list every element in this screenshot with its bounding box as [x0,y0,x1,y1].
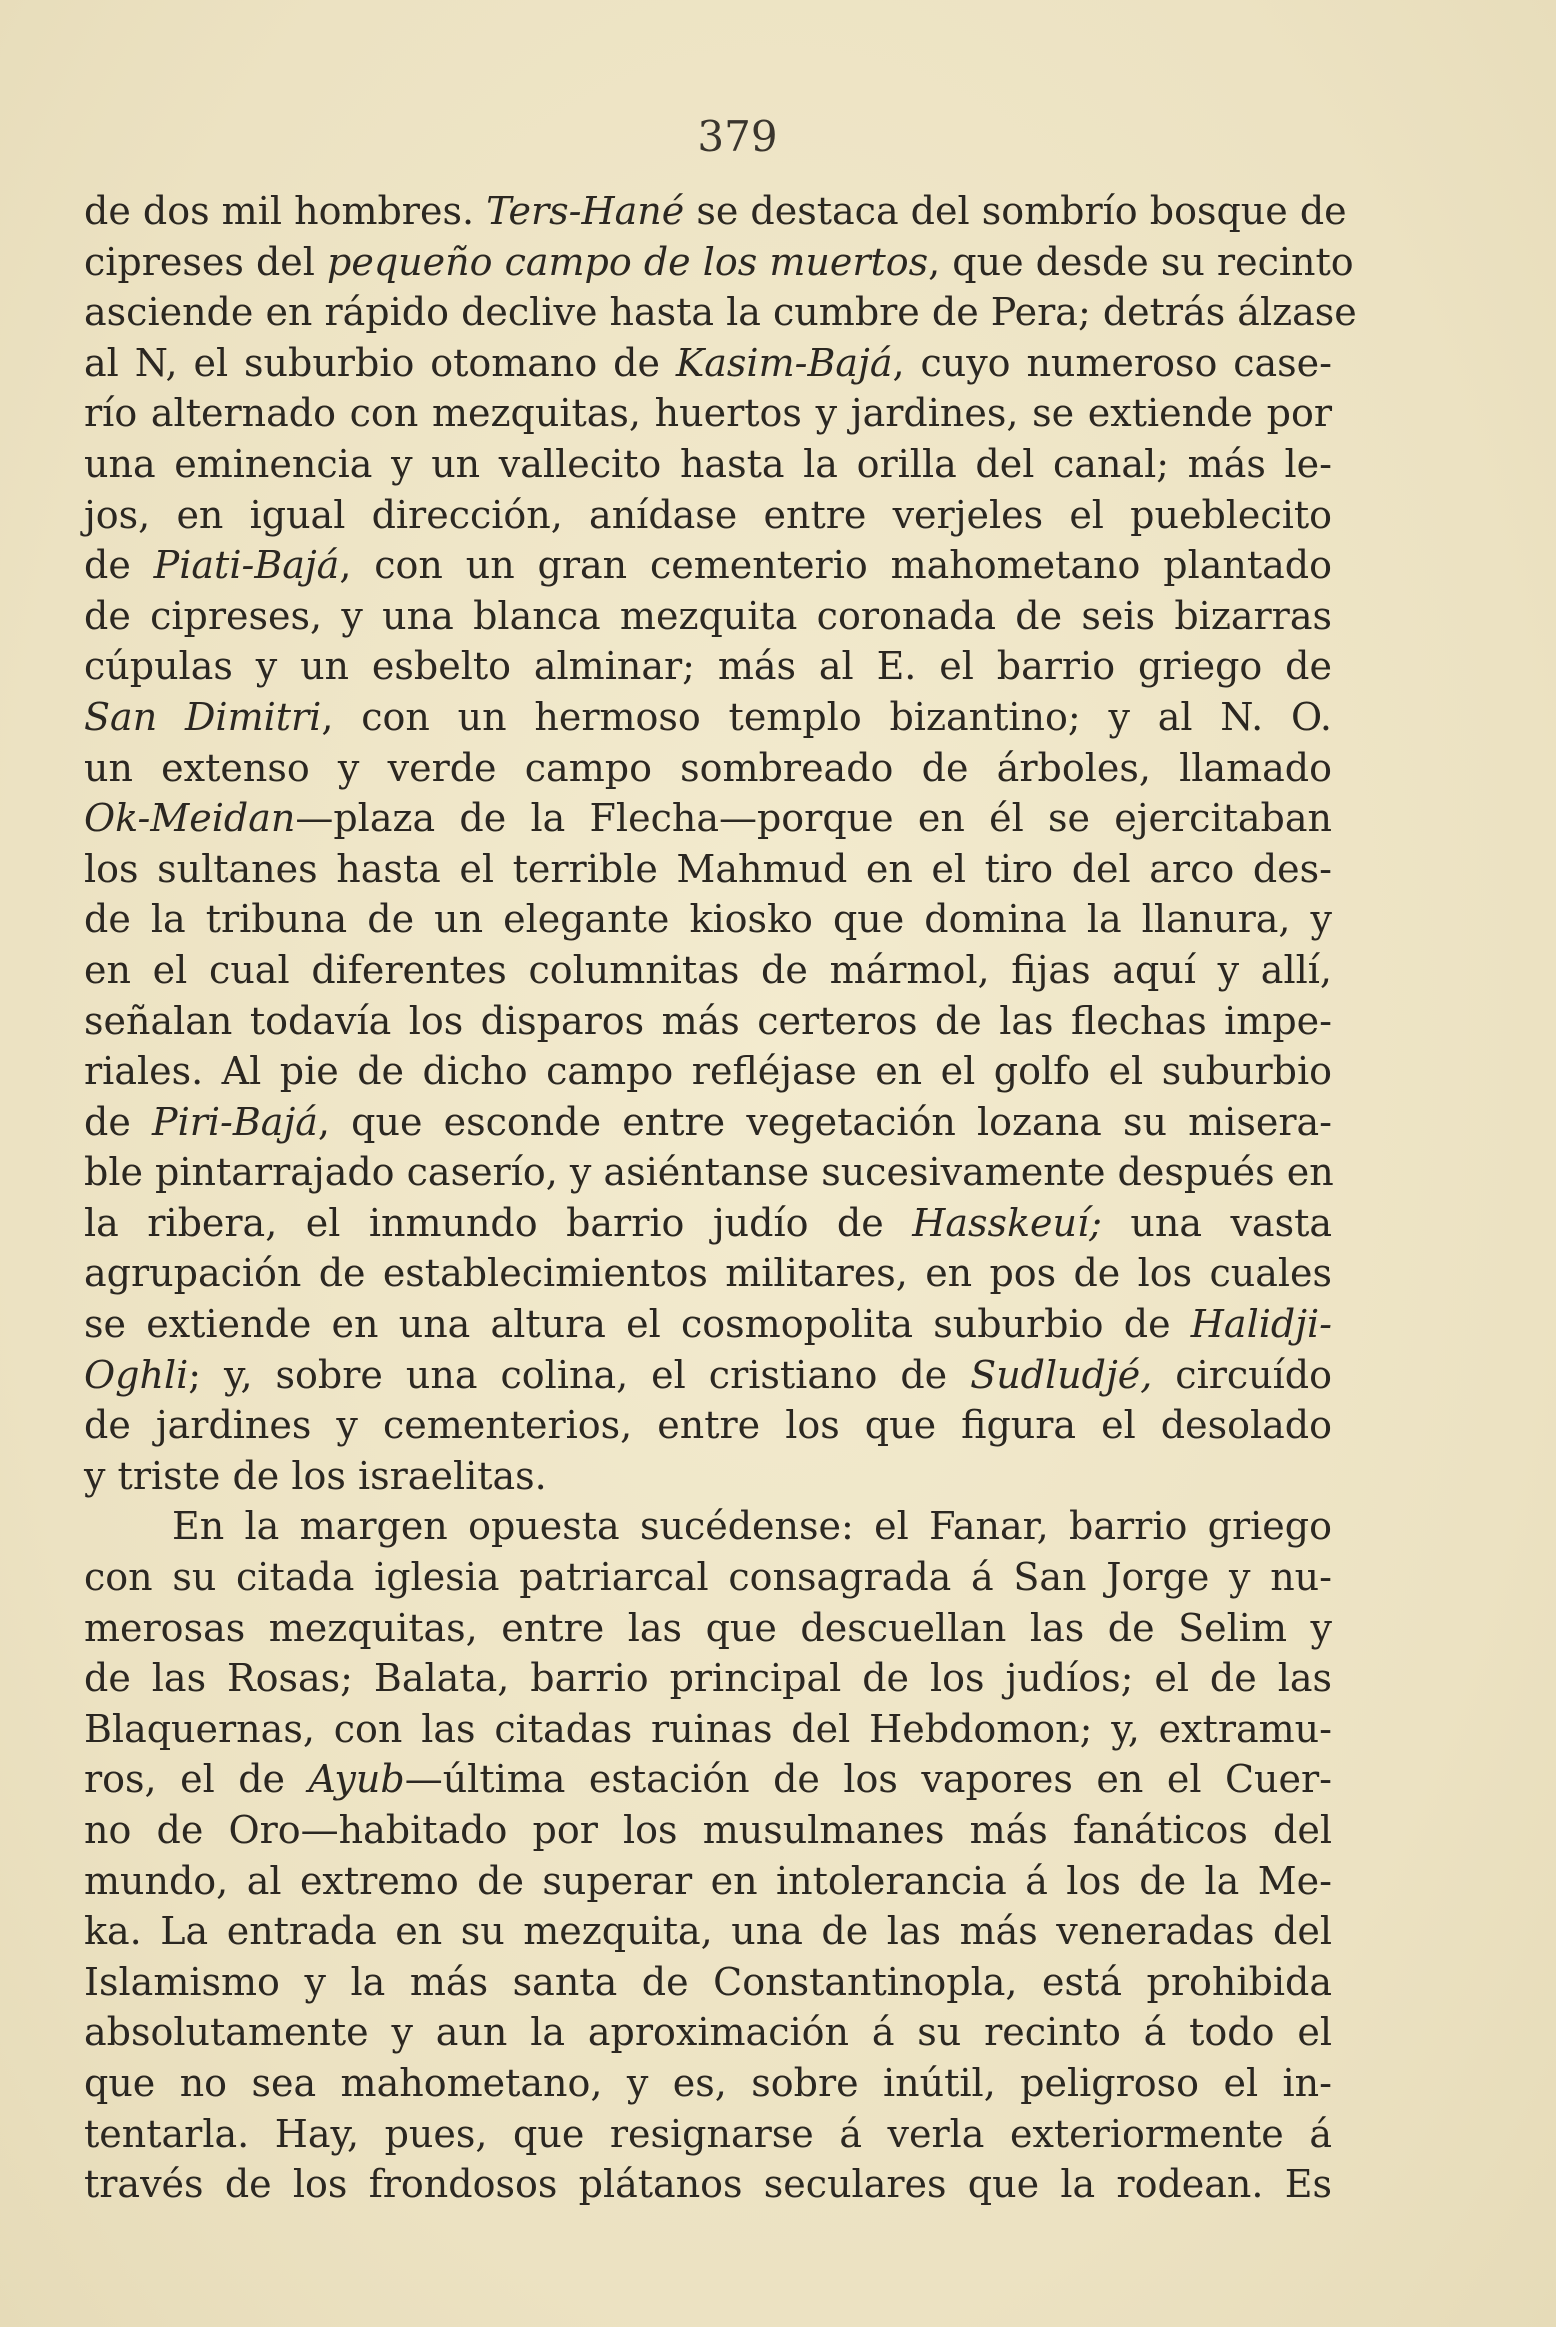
text-segment: agrupación de establecimientos militares, en pos de los cuales [84,1251,1332,1296]
text-segment: y triste de los israelitas. [84,1453,547,1498]
text-segment: , cuyo numeroso case- [892,340,1333,385]
text-segment: ; y, sobre una colina, el cristiano de [188,1352,971,1397]
text-line [84,1754,1332,1805]
text-segment: una vasta [1101,1200,1332,1245]
text-line [84,1653,1332,1704]
text-line [84,439,1332,490]
text-segment: de [84,1099,152,1144]
text-segment: merosas mezquitas, entre las que descuellan las de Selim y [84,1605,1332,1650]
text-line [84,1856,1332,1907]
text-segment: un extenso y verde campo sombreado de árboles, llamado [84,745,1332,790]
text-line [84,1097,1332,1148]
body-text [84,186,1357,2210]
text-segment: tentarla. Hay, pues, que resignarse á verla exteriormente á [84,2111,1332,2156]
text-line [84,2109,1332,2160]
text-segment: río alternado con mezquitas, huertos y jardines, se extiende por [84,391,1332,436]
text-line [84,1400,1332,1451]
text-line [84,1501,1332,1552]
text-segment: de jardines y cementerios, entre los que figura el desolado [84,1403,1332,1448]
italic-text: Ayub [308,1757,405,1802]
text-line [84,1552,1332,1603]
text-segment: la ribera, el inmundo barrio judío de [84,1200,913,1245]
text-segment: al N, el suburbio otomano de [84,340,676,385]
text-line [84,2007,1332,2058]
text-segment: de dos mil hombres. [84,189,487,233]
text-segment: riales. Al pie de dicho campo refléjase en el golfo el suburbio [84,1049,1332,1094]
italic-text: Piri-Bajá [152,1099,318,1144]
text-segment: cúpulas y un esbelto alminar; más al E. el barrio griego de [84,644,1332,689]
text-segment: Blaquernas, con las citadas ruinas del Hebdomon; y, extramu- [84,1706,1332,1751]
text-line [84,1603,1332,1654]
text-line [84,338,1332,389]
text-segment: ros, el de [84,1757,309,1802]
text-segment: que no sea mahometano, y es, sobre inútil, peligroso el in- [84,2060,1332,2105]
text-segment: se extiende en una altura el cosmopolita suburbio de [84,1302,1191,1347]
text-segment: , con un hermoso templo bizantino; y al N. O. [321,694,1332,739]
text-segment: de la tribuna de un elegante kiosko que domina la llanura, y [84,897,1332,942]
text-line [84,1350,1332,1401]
text-line [84,1046,1332,1097]
text-segment: de [84,543,154,588]
text-segment: señalan todavía los disparos más certeros de las flechas impe- [84,998,1332,1043]
text-line [84,1147,1332,1198]
text-segment: —última estación de los vapores en el Cuer- [404,1757,1332,1802]
text-segment: , con un gran cementerio mahometano plantado [339,543,1332,588]
text-segment: absolutamente y aun la aproximación á su recinto á todo el [84,2010,1332,2055]
text-segment: —plaza de la Flecha—porque en él se ejercitaban [295,796,1332,841]
text-line [84,540,1332,591]
text-segment: una eminencia y un vallecito hasta la orilla del canal; más le- [84,441,1332,486]
text-segment: no de Oro—habitado por los musulmanes más fanáticos del [84,1808,1332,1852]
text-line [84,1198,1332,1249]
text-segment: con su citada iglesia patriarcal consagrada á San Jorge y nu- [84,1555,1332,1600]
italic-text: Halidji- [1190,1302,1332,1347]
text-line [84,2159,1332,2210]
page-number: 379 [697,112,778,161]
text-line [84,287,1357,338]
text-line [84,1704,1332,1755]
italic-text: Kasim-Bajá [675,340,893,385]
text-segment: circuído [1152,1352,1333,1397]
italic-text: Hasskeuí; [912,1200,1102,1245]
italic-text: Oghli [84,1352,189,1397]
text-line [84,1805,1332,1856]
text-line [84,1299,1332,1350]
text-segment: través de los frondosos plátanos seculares que la rodean. Es [84,2162,1332,2207]
text-line [84,1957,1332,2008]
text-line [84,996,1332,1047]
text-line [84,641,1332,692]
text-line [84,844,1332,895]
text-line [84,894,1332,945]
text-line [84,2058,1332,2109]
text-segment: asciende en rápido declive hasta la cumbre de Pera; detrás álzase [84,290,1357,335]
italic-text: Sudludjé, [970,1352,1153,1397]
text-segment: jos, en igual dirección, anídase entre verjeles el pueblecito [84,492,1332,537]
text-line [84,186,1347,237]
italic-text: pequeño campo de los muertos [327,239,929,284]
text-segment: ble pintarrajado caserío, y asiéntanse sucesivamente después en [84,1150,1334,1195]
text-line [84,793,1332,844]
text-segment: de cipreses, y una blanca mezquita coronada de seis bizarras [84,593,1332,638]
text-segment: En la margen opuesta sucédense: el Fanar, barrio griego [172,1504,1332,1549]
text-segment: en el cual diferentes columnitas de mármol, fijas aquí y allí, [84,947,1332,992]
text-line [84,388,1332,439]
text-line [84,743,1332,794]
text-line [84,945,1332,996]
text-segment: cipreses del [84,239,328,284]
text-line [84,1248,1332,1299]
italic-text: Ters-Hané [486,189,685,233]
text-segment: mundo, al extremo de superar en intolerancia á los de la Me- [84,1858,1332,1903]
text-line [84,1451,1332,1502]
text-line [84,490,1332,541]
italic-text: Ok-Meidan [84,796,296,841]
text-line [84,237,1354,288]
text-segment: ka. La entrada en su mezquita, una de las más veneradas del [84,1909,1332,1954]
italic-text: San Dimitri [84,694,322,739]
text-line [84,692,1332,743]
text-line [84,1906,1332,1957]
text-segment: Islamismo y la más santa de Constantinopla, está prohibida [84,1959,1332,2004]
text-segment: los sultanes hasta el terrible Mahmud en el tiro del arco des- [84,846,1332,891]
italic-text: Piati-Bajá [153,543,340,588]
text-segment: , que esconde entre vegetación lozana su misera- [317,1099,1332,1144]
text-line [84,591,1332,642]
text-segment: de las Rosas; Balata, barrio principal de los judíos; el de las [84,1656,1332,1701]
text-segment: se destaca del sombrío bosque de [684,189,1347,233]
text-segment: , que desde su recinto [928,239,1354,284]
